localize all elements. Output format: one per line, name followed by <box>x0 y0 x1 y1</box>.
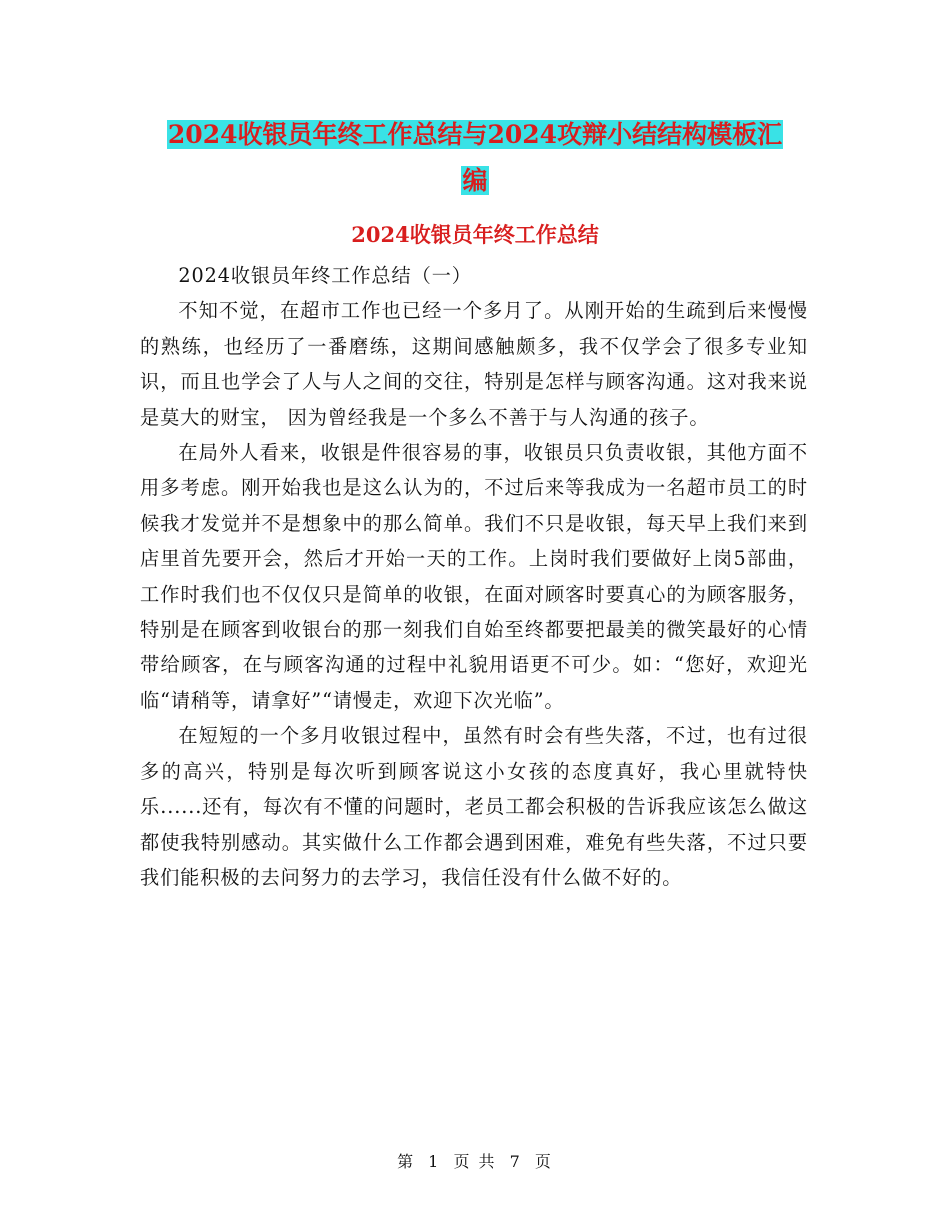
paragraph-2: 在局外人看来，收银是件很容易的事，收银员只负责收银，其他方面不用多考虑。刚开始我也是这么认为的，不过后来等我成为一名超市员工的时候我才发觉并不是想象中的那么简单。我们不只是收银，每天早上我们来到店里首先要开会，然后才开始一天的工作。上岗时我们要做好上岗5部曲，工作时我们也不仅仅只是简单的收银，在面对顾客时要真心的为顾客服务，特别是在顾客到收银台的那一刻我们自始至终都要把最美的微笑最好的心情带给顾客，在与顾客沟通的过程中礼貌用语更不可少。如：“您好，欢迎光临“请稍等，请拿好”“请慢走，欢迎下次光临”。 <box>140 441 808 712</box>
footer-prefix: 第 <box>397 1152 416 1171</box>
footer-total-pages: 7 <box>509 1152 522 1171</box>
document-title-line-1: 2024收银员年终工作总结与2024攻辩小结结构模板汇 <box>167 120 783 149</box>
footer-suffix: 页 <box>534 1152 553 1171</box>
paragraph-1: 不知不觉，在超市工作也已经一个多月了。从刚开始的生疏到后来慢慢的熟练，也经历了一番磨练，这期间感触颇多，我不仅学会了很多专业知识，而且也学会了人与人之间的交往，特别是怎样与顾客沟通。这对我来说是莫大的财宝， 因为曾经我是一个多么不善于与人沟通的孩子。 <box>140 299 808 429</box>
section-title: 2024收银员年终工作总结 <box>351 222 599 247</box>
document-body <box>140 258 808 895</box>
paragraph-3: 在短短的一个多月收银过程中，虽然有时会有些失落，不过，也有过很多的高兴，特别是每次听到顾客说这小女孩的态度真好，我心里就特快乐......还有，每次有不懂的问题时，老员工都会积极的告诉我应该怎么做这都使我特别感动。其实做什么工作都会遇到困难，难免有些失落，不过只要我们能积极的去问努力的去学习，我信任没有什么做不好的。 <box>140 724 808 889</box>
footer-middle: 页 共 <box>453 1152 497 1171</box>
document-title-line-2: 编 <box>462 166 488 195</box>
document-title <box>140 112 810 204</box>
footer-current-page: 1 <box>428 1152 441 1171</box>
page-footer <box>0 1150 950 1174</box>
subtitle: 2024收银员年终工作总结（一） <box>178 264 472 287</box>
